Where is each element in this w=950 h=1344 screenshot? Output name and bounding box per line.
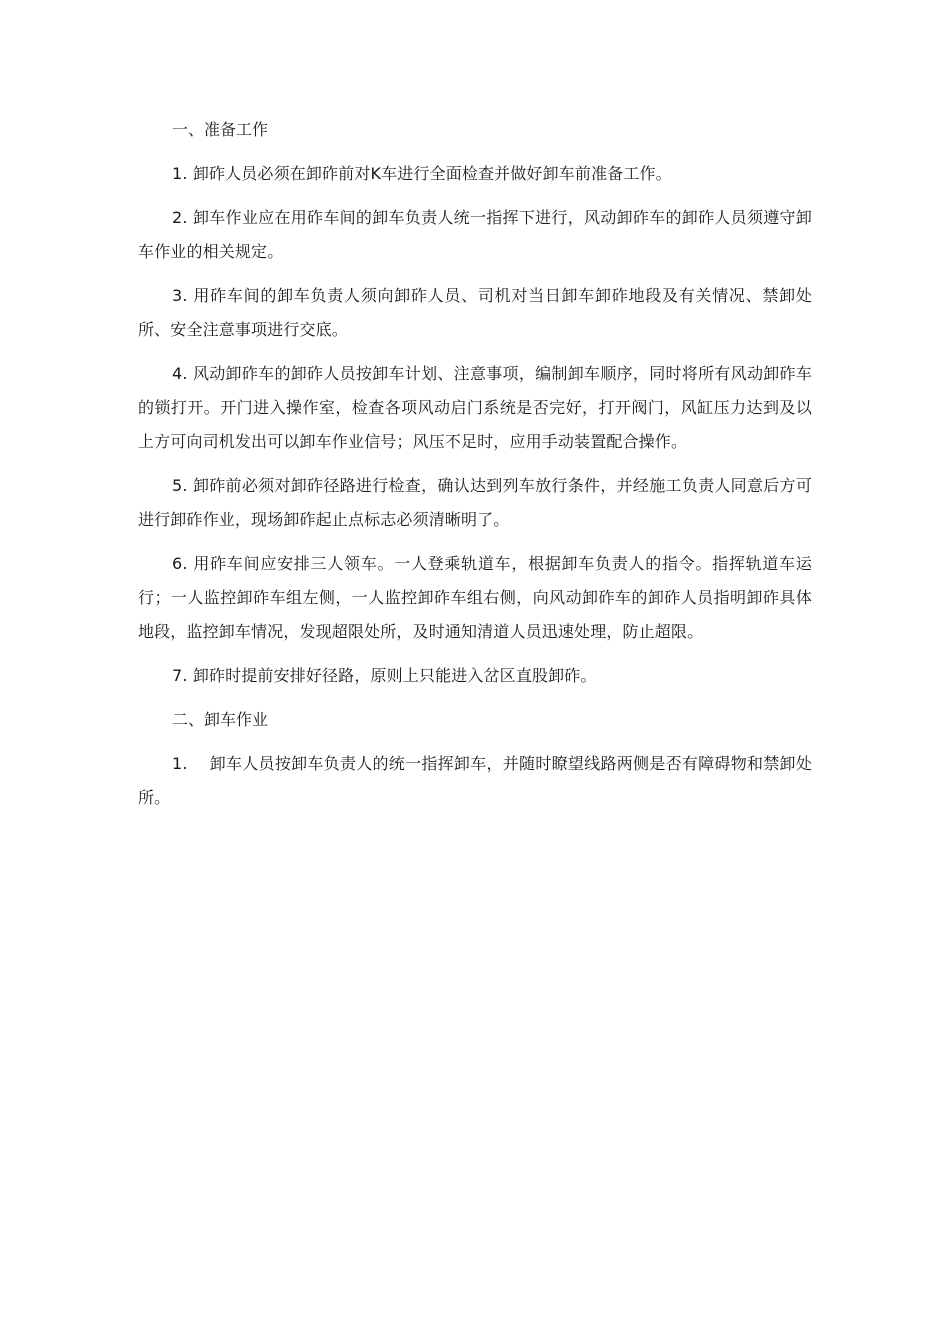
item-text: 风动卸砟车的卸砟人员按卸车计划、注意事项，编制卸车顺序，同时将所有风动卸砟车的锁打开。开门进入操作室，检查各项风动启门系统是否完好，打开阀门，风缸压力达到及以上方可向司机发出可以卸车作业信号；风压不足时，应用手动装置配合操作。 (138, 364, 812, 451)
item-number: 3. (172, 286, 188, 305)
item-text: 用砟车间的卸车负责人须向卸砟人员、司机对当日卸车卸砟地段及有关情况、禁卸处所、安全注意事项进行交底。 (138, 286, 812, 339)
paragraph-item (138, 279, 812, 347)
paragraph-item (138, 357, 812, 459)
item-text: 用砟车间应安排三人领车。一人登乘轨道车，根据卸车负责人的指令。指挥轨道车运行；一人监控卸砟车组左侧，一人监控卸砟车组右侧，向风动卸砟车的卸砟人员指明卸砟具体地段，监控卸车情况，发现超限处所，及时通知清道人员迅速处理，防止超限。 (138, 554, 812, 641)
paragraph-item (138, 157, 812, 191)
item-number: 5. (172, 476, 188, 495)
item-text: 卸车人员按卸车负责人的统一指挥卸车，并随时瞭望线路两侧是否有障碍物和禁卸处所。 (138, 754, 812, 807)
section-heading-unloading (138, 703, 812, 737)
item-number: 4. (172, 364, 188, 383)
section-heading-text: 一、准备工作 (172, 120, 269, 139)
item-number: 1. (172, 164, 188, 183)
section-heading-text: 二、卸车作业 (172, 710, 269, 729)
paragraph-item (138, 547, 812, 649)
item-number: 7. (172, 666, 188, 685)
section-heading-preparation (138, 113, 812, 147)
item-text: 卸砟人员必须在卸砟前对K车进行全面检查并做好卸车前准备工作。 (192, 164, 672, 183)
paragraph-item (138, 659, 812, 693)
item-text: 卸砟时提前安排好径路，原则上只能进入岔区直股卸砟。 (192, 666, 597, 685)
item-text: 卸车作业应在用砟车间的卸车负责人统一指挥下进行，风动卸砟车的卸砟人员须遵守卸车作业的相关规定。 (138, 208, 812, 261)
item-number: 1. (172, 754, 188, 773)
paragraph-item (138, 469, 812, 537)
paragraph-item (138, 747, 812, 815)
item-number: 2. (172, 208, 188, 227)
item-number: 6. (172, 554, 188, 573)
paragraph-item (138, 201, 812, 269)
document-body (138, 113, 812, 825)
item-text: 卸砟前必须对卸砟径路进行检查，确认达到列车放行条件，并经施工负责人同意后方可进行卸砟作业，现场卸砟起止点标志必须清晰明了。 (138, 476, 812, 529)
